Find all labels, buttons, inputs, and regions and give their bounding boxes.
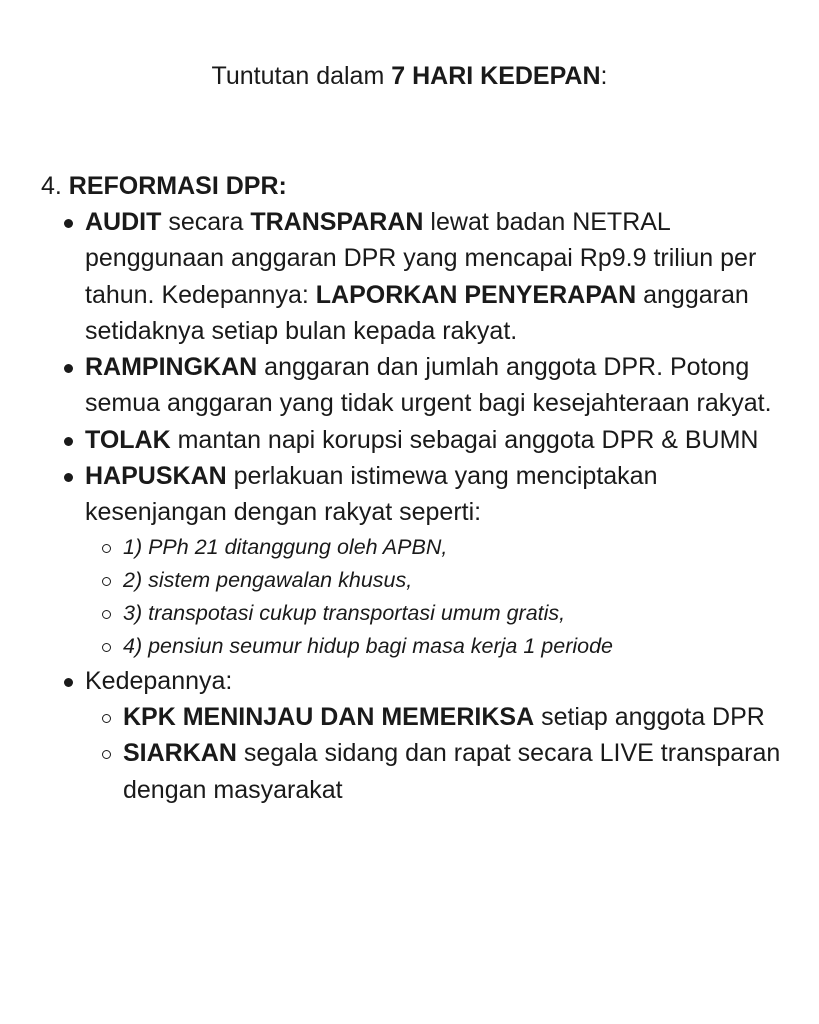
- sublist-item-text: 2) sistem pengawalan khusus,: [123, 567, 413, 592]
- item-keyword: LAPORKAN PENYERAPAN: [315, 280, 637, 309]
- sublist-item-text: 4) pensiun seumur hidup bagi masa kerja 1 periode: [123, 633, 614, 658]
- section-heading-text: REFORMASI DPR:: [68, 172, 287, 200]
- item-text: lewat badan NETRAL penggunaan anggaran DPR yang mencapai Rp9.9 triliun per tahun. Kedepannya:: [85, 208, 757, 309]
- item-text: anggaran dan jumlah anggota DPR. Potong semua anggaran yang tidak urgent bagi kesejahteraan rakyat.: [85, 353, 772, 418]
- list-item-rampingkan: [41, 349, 801, 422]
- circle-bullet-icon: [99, 630, 113, 663]
- sublist-item: [85, 735, 801, 808]
- title-prefix: Tuntutan dalam: [211, 62, 392, 90]
- sublist-item: [85, 597, 801, 630]
- bullet-icon: [59, 458, 77, 494]
- sublist-item-text: segala sidang dan rapat secara LIVE transparan dengan masyarakat: [123, 739, 781, 804]
- item-keyword: AUDIT: [85, 208, 162, 236]
- list-item-kedepannya: [41, 663, 801, 808]
- circle-bullet-icon: [99, 597, 113, 630]
- item-keyword: TRANSPARAN: [250, 208, 424, 236]
- circle-bullet-icon: [99, 735, 113, 771]
- item-text: Kedepannya:: [85, 666, 233, 695]
- future-actions-sublist: [85, 699, 801, 808]
- section-number: 4.: [41, 172, 69, 200]
- bullet-icon: [59, 349, 77, 385]
- section-heading: [41, 168, 801, 204]
- sublist-item: [85, 630, 801, 663]
- item-keyword: RAMPINGKAN: [85, 353, 258, 382]
- sublist-item: [85, 699, 801, 735]
- item-text: mantan napi korupsi sebagai anggota DPR & BUMN: [170, 425, 759, 454]
- privileges-sublist: [85, 531, 801, 663]
- sublist-item-text: 1) PPh 21 ditanggung oleh APBN,: [123, 534, 448, 559]
- page-title: [0, 58, 819, 94]
- sublist-item: [85, 564, 801, 597]
- bullet-icon: [59, 204, 77, 240]
- sublist-item-text: setiap anggota DPR: [534, 702, 765, 731]
- sublist-item-keyword: KPK MENINJAU DAN MEMERIKSA: [123, 702, 535, 731]
- item-text: anggaran setidaknya setiap bulan kepada rakyat.: [85, 280, 749, 345]
- list-item-audit: [41, 204, 801, 349]
- item-text: secara: [161, 208, 251, 236]
- section-reformasi-dpr: [41, 168, 801, 808]
- list-item-hapuskan: [41, 458, 801, 663]
- list-item-tolak: [41, 422, 801, 458]
- circle-bullet-icon: [99, 531, 113, 564]
- title-suffix: :: [600, 62, 608, 90]
- sublist-item-keyword: SIARKAN: [123, 739, 237, 768]
- sublist-item-text: 3) transpotasi cukup transportasi umum gratis,: [123, 600, 566, 625]
- bullet-icon: [59, 663, 77, 699]
- item-keyword: HAPUSKAN: [85, 462, 227, 491]
- title-emphasis: 7 HARI KEDEPAN: [391, 62, 601, 90]
- circle-bullet-icon: [99, 699, 113, 735]
- item-keyword: TOLAK: [85, 425, 171, 454]
- circle-bullet-icon: [99, 564, 113, 597]
- demands-list: [41, 204, 801, 808]
- item-text: perlakuan istimewa yang menciptakan kesenjangan dengan rakyat seperti:: [85, 462, 658, 527]
- sublist-item: [85, 531, 801, 564]
- bullet-icon: [59, 422, 77, 458]
